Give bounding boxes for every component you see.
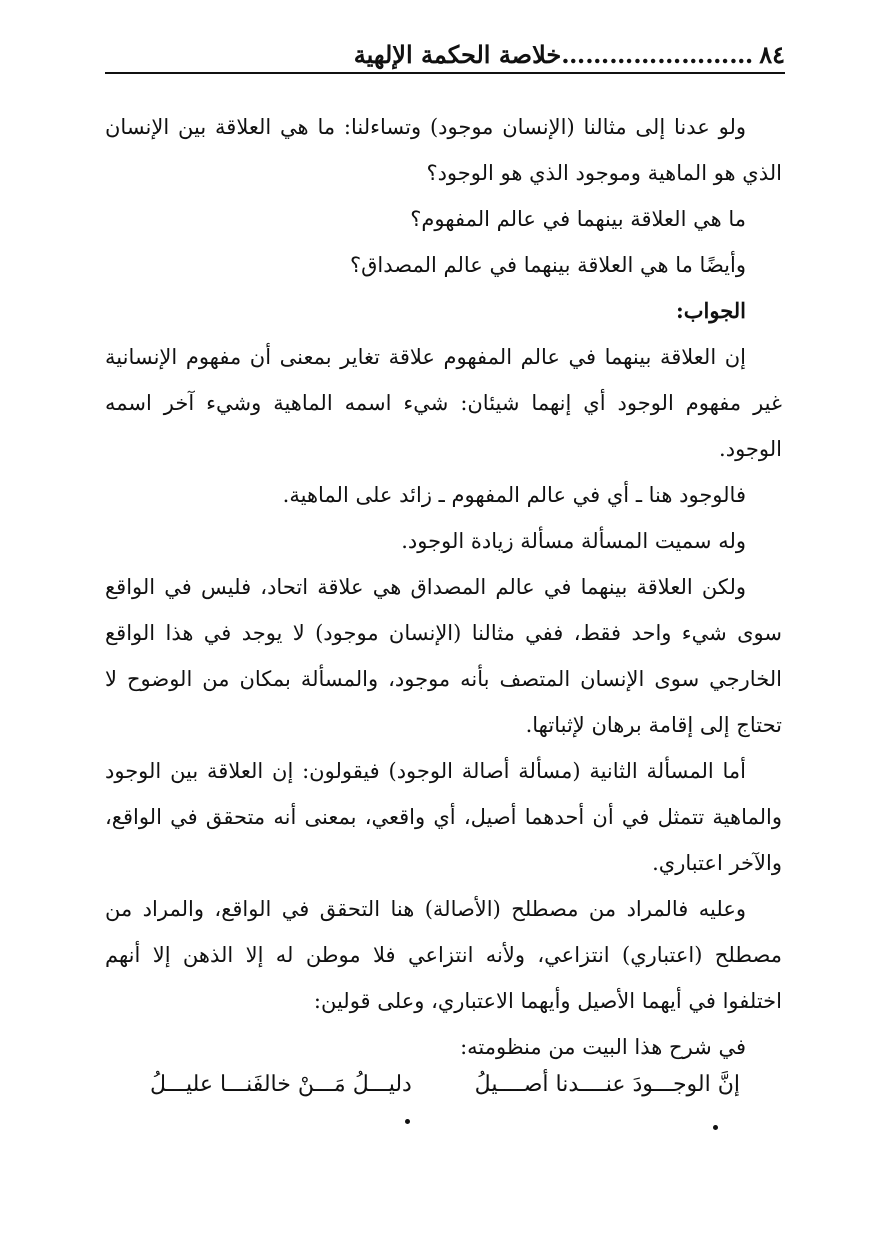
- paragraph: في شرح هذا البيت من منظومته:: [460, 1035, 746, 1059]
- paragraph: وعليه فالمراد من مصطلح (الأصالة) هنا التحقق في الواقع، والمراد من مصطلح (اعتباري) انتزاعي، ولأنه انتزاعي فلا موطن له إلا الذهن إلا أنهم اختلفوا في أيهما الأصيل وأيهما الاعتباري، وعلى قولين:: [105, 897, 782, 1013]
- running-title: خلاصة الحكمة الإلهية: [353, 39, 562, 69]
- paragraph: فالوجود هنا ـ أي في عالم المفهوم ـ زائد على الماهية.: [282, 483, 746, 507]
- answer-heading: الجواب:: [676, 298, 746, 323]
- verse-dot-mark: [713, 1125, 718, 1130]
- paragraph: إن العلاقة بينهما في عالم المفهوم علاقة تغاير بمعنى أن مفهوم الإنسانية غير مفهوم الوجود أي إنهما شيئان: شيء اسمه الماهية وشيء آخر اسمه الوجود.: [105, 345, 782, 461]
- paragraph: وأيضًا ما هي العلاقة بينهما في عالم المصداق؟: [349, 253, 746, 277]
- verse-second-hemistich: دليـــلُ مَـــنْ خالفَنـــا عليـــلُ: [150, 1072, 412, 1097]
- paragraph: ولو عدنا إلى مثالنا (الإنسان موجود) وتساءلنا: ما هي العلاقة بين الإنسان الذي هو الماهية وموجود الذي هو الوجود؟: [105, 115, 782, 185]
- paragraph: أما المسألة الثانية (مسألة أصالة الوجود) فيقولون: إن العلاقة بين الوجود والماهية تتمثل في أن أحدهما أصيل، أي واقعي، بمعنى أنه متحقق في الواقع، والآخر اعتباري.: [105, 759, 782, 875]
- page-body: [105, 104, 782, 1070]
- page-header: [105, 36, 785, 72]
- header-dots: ……………………: [561, 39, 754, 69]
- paragraph: وله سميت المسألة مسألة زيادة الوجود.: [401, 529, 746, 553]
- paragraph: ولكن العلاقة بينهما في عالم المصداق هي علاقة اتحاد، فليس في الواقع سوى شيء واحد فقط، ففي مثالنا (الإنسان موجود) لا يوجد في هذا الواقع الخارجي سوى الإنسان المتصف بأنه موجود، والمسألة بمكان من الوضوح لا تحتاج إلى إقامة برهان لإثباتها.: [105, 575, 782, 737]
- paragraph: ما هي العلاقة بينهما في عالم المفهوم؟: [410, 207, 746, 231]
- page-number: ٨٤: [759, 39, 785, 69]
- verse-first-hemistich: إنَّ الوجـــودَ عنــــدنا أصــــيلُ: [474, 1072, 740, 1097]
- header-rule: [105, 72, 785, 74]
- verse-dot-mark: [405, 1119, 410, 1124]
- poem-verse: [150, 1072, 740, 1122]
